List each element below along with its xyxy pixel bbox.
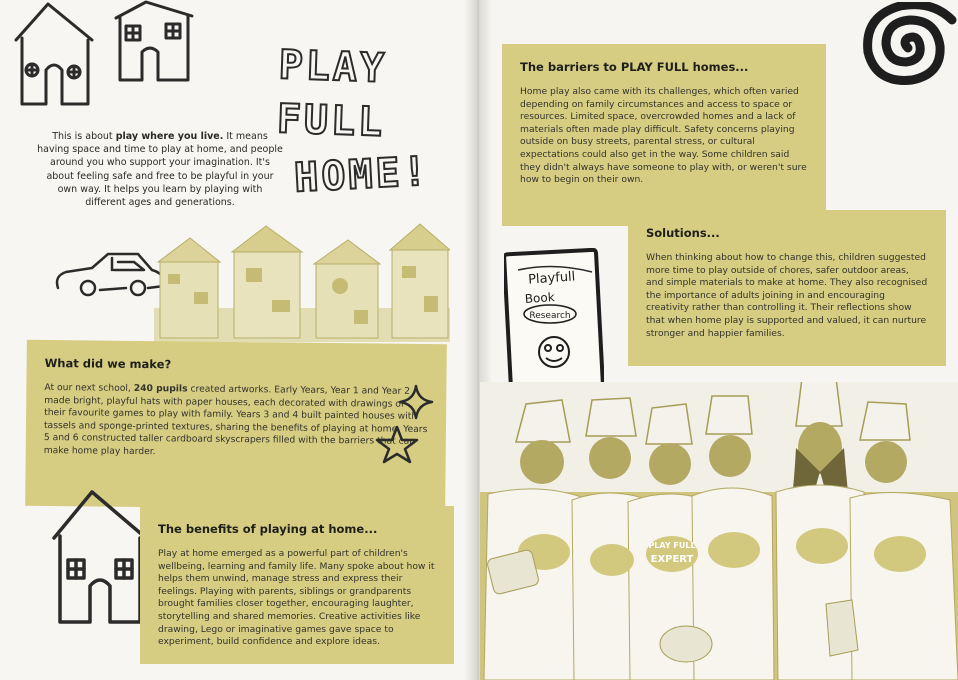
car-doodle-icon bbox=[52, 248, 170, 298]
intro-emphasis: play where you live. bbox=[115, 131, 224, 142]
intro-lead: This is about bbox=[52, 131, 116, 142]
house-doodle-icon bbox=[8, 0, 100, 112]
what-we-made-text bbox=[44, 382, 429, 462]
benefits-box bbox=[140, 506, 454, 664]
pupil-count: 240 pupils bbox=[133, 382, 188, 395]
star-doodle-icon bbox=[374, 424, 420, 464]
barriers-text: Home play also came with its challenges, which often varied depending on family circumstances and access to space or resources. Limited space, overcrowded homes and a lack of materials often made play difficult. Safety concerns playing outside on busy streets, parental stress, or cultural expectations could also get in the way. Some children said they didn't always have someone to play with, or weren't sure how to begin on their own. bbox=[520, 86, 807, 186]
solutions-box bbox=[628, 210, 946, 366]
solutions-text: When thinking about how to change this, children suggested more time to play outside of chores, safer outdoor areas, and simple materials to make at home. They also recognised the importance of adults joining in and encouraging creativity rather than controlling it. Their reflections show that when home play is supported and valued, it can nurture stronger and happier families. bbox=[646, 252, 928, 339]
book-title-line-2: Book bbox=[524, 289, 556, 307]
what-we-made-heading: What did we make? bbox=[44, 355, 172, 372]
book-title-line-3: Research bbox=[529, 311, 571, 321]
shirt-print-line-1: PLAY FULL bbox=[648, 541, 696, 550]
title-line-1: PLAY FULL bbox=[276, 42, 388, 146]
house-doodle-icon bbox=[112, 0, 196, 86]
book-title-line-1: Playfull bbox=[527, 269, 576, 288]
barriers-heading: The barriers to PLAY FULL homes... bbox=[520, 60, 749, 74]
what-we-made-rest: created artworks. Early Years, Year 1 and Year 2 made bright, playful hats with paper houses, each decorated with drawings of their favourite games to play with family. Years 3 and 4 built painted houses with tassels and sponge-printed textures, sharing the benefits of playing at home. Years 5 and 6 constructed taller cardboard skyscrapers filled with the barriers that can make home play harder. bbox=[43, 383, 428, 458]
artwork-houses-photo bbox=[154, 222, 450, 342]
benefits-heading: The benefits of playing at home... bbox=[158, 522, 378, 536]
solutions-heading: Solutions... bbox=[646, 226, 720, 240]
children-group-photo bbox=[480, 382, 958, 680]
barriers-box bbox=[502, 44, 826, 226]
house-doodle-icon bbox=[48, 486, 152, 630]
intro-paragraph bbox=[36, 130, 284, 209]
intro-rest: It means having space and time to play at home, and people around you who support your imagination. It's about feeling safe and free to be playful in your own way. It helps you learn by playing with different ages and generations. bbox=[37, 131, 283, 209]
benefits-text: Play at home emerged as a powerful part of children's wellbeing, learning and family life. Many spoke about how it helps them unwind, manage stress and express their feelings. Playing with parents, siblings or grandparents brought families closer together, encouraging laughter, storytelling and shared memories. Creative activities like drawing, Lego or imaginative games gave space to experiment, build confidence and explore ideas. bbox=[158, 548, 435, 648]
sparkle-doodle-icon bbox=[398, 384, 434, 420]
shirt-print-line-2: EXPERT bbox=[650, 554, 694, 565]
title-line-2: HOME! bbox=[293, 148, 431, 202]
what-we-made-lead: At our next school, bbox=[44, 381, 134, 394]
spiral-doodle-icon bbox=[852, 2, 958, 96]
